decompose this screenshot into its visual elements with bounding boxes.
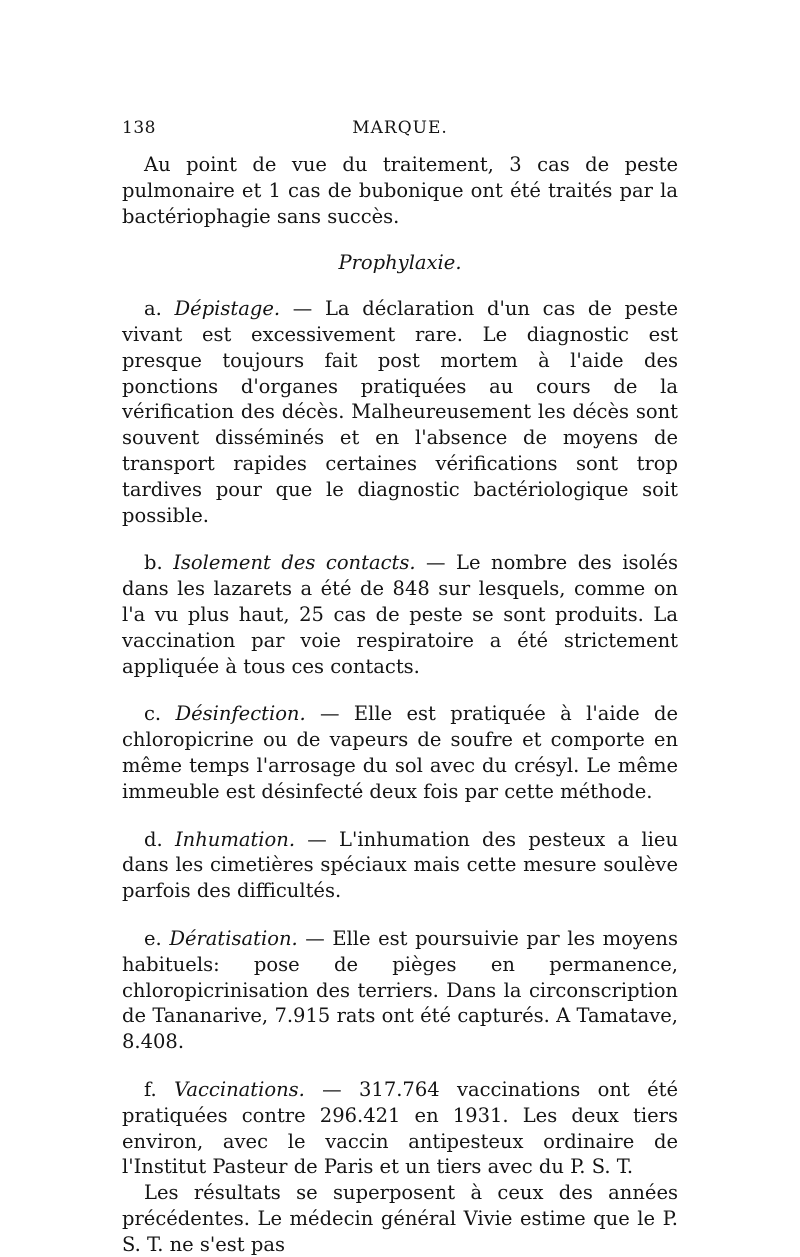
item-heading: Dératisation. xyxy=(169,926,298,950)
item-heading: Inhumation. xyxy=(174,827,296,851)
item-isolement xyxy=(122,550,678,679)
page-header xyxy=(122,118,678,142)
running-title: MARQUE. xyxy=(352,118,448,138)
item-text: — 317.764 vaccinations ont été pratiquées contre 296.421 en 1931. Les deux tiers environ, avec le vaccin antipesteux ordinaire de l'Institut Pasteur de Paris et un tiers avec du P. S. T. xyxy=(122,1077,678,1179)
section-title: Prophylaxie. xyxy=(338,251,462,275)
item-desinfection xyxy=(122,701,678,804)
item-label: a. xyxy=(144,297,162,321)
intro-paragraph: Au point de vue du traitement, 3 cas de peste pulmonaire et 1 cas de bubonique ont été traités par la bactériophagie sans succès. xyxy=(122,153,678,228)
item-inhumation xyxy=(122,827,678,904)
item-depistage xyxy=(122,296,678,528)
item-label: d. xyxy=(144,827,163,851)
item-text: — La déclaration d'un cas de peste vivant est excessivement rare. Le diagnostic est presque toujours fait post mortem à l'aide des ponctions d'organes pratiquées au cours de la vérification des décès. Malheureusement les décès sont souvent disséminés et en l'absence de moyens de transport rapides certaines vérifications sont trop tardives pour que le diagnostic bactériologique soit possible. xyxy=(122,297,678,527)
page-number: 138 xyxy=(122,118,156,138)
item-heading: Isolement des contacts. xyxy=(173,551,416,575)
item-heading: Dépistage. xyxy=(174,297,281,321)
item-text: — Elle est poursuivie par les moyens habituels: pose de pièges en permanence, chloropicrinisation des terriers. Dans la circonscription de Tananarive, 7.915 rats ont été capturés. A Tamatave, 8.408. xyxy=(122,926,678,1054)
item-heading: Vaccinations. xyxy=(174,1077,305,1101)
item-label: b. xyxy=(144,551,163,575)
item-text: — Elle est pratiquée à l'aide de chloropicrine ou de vapeurs de soufre et comporte en même temps l'arrosage du sol avec du crésyl. Le même immeuble est désinfecté deux fois par cette méthode. xyxy=(122,702,678,803)
item-vaccinations xyxy=(122,1077,678,1180)
closing-paragraph: Les résultats se superposent à ceux des années précédentes. Le médecin général Vivie estime que le P. S. T. ne s'est pas xyxy=(122,1181,678,1256)
item-text: — L'inhumation des pesteux a lieu dans les cimetières spéciaux mais cette mesure soulève parfois des difficultés. xyxy=(122,827,678,903)
item-label: f. xyxy=(144,1077,157,1101)
item-label: e. xyxy=(144,926,162,950)
item-deratisation xyxy=(122,926,678,1055)
item-label: c. xyxy=(144,702,162,726)
item-heading: Désinfection. xyxy=(175,702,306,726)
item-text: — Le nombre des isolés dans les lazarets a été de 848 sur lesquels, comme on l'a vu plus haut, 25 cas de peste se sont produits. La vaccination par voie respiratoire a été strictement appliquée à tous ces contacts. xyxy=(122,551,678,678)
body-text xyxy=(122,152,678,1257)
